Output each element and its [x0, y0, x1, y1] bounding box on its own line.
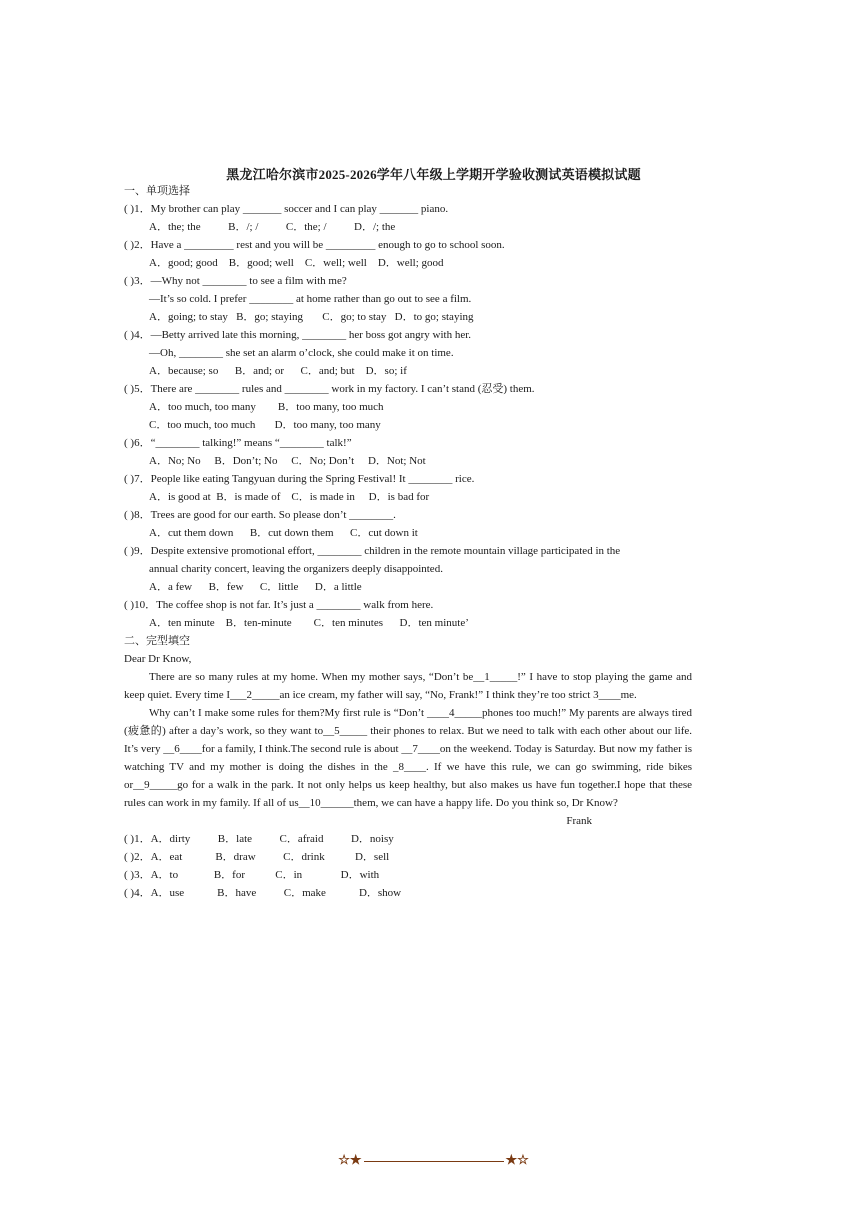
exam-content [124, 182, 692, 902]
question-8 [124, 506, 692, 542]
question-stem: ( )1．My brother can play _______ soccer and I can play _______ piano. [124, 203, 449, 215]
letter-paragraph: There are so many rules at my home. When my mother says, “Don’t be__1_____!” I have to stop playing the game and keep quiet. Every time I___2_____an ice cream, my father will say, “No, Frank!” I think they’re too strict 3____me. [124, 671, 692, 701]
question-options: A．ten minute B．ten-minute C．ten minutes D．ten minute’ [149, 617, 469, 629]
question-stem: ( )10．The coffee shop is not far. It’s just a ________ walk from here. [124, 599, 434, 611]
page-title: 黑龙江哈尔滨市2025-2026学年八年级上学期开学验收测试英语模拟试题 [226, 167, 641, 182]
question-stem: ( )4．—Betty arrived late this morning, ________ her boss got angry with her. [124, 329, 472, 341]
question-4 [124, 326, 692, 380]
question-options: A．because; so B．and; or C．and; but D．so; if [149, 365, 407, 377]
question-options: A．the; the B．/; / C．the; / D．/; the [149, 221, 396, 233]
question-6 [124, 434, 692, 470]
question-options: A．going; to stay B．go; staying C．go; to stay D．to go; staying [149, 311, 474, 323]
question-9 [124, 542, 692, 596]
question-stem: ( )2．Have a _________ rest and you will be _________ enough to go to school soon. [124, 239, 505, 251]
cloze-question-2: ( )2．A．eat B．draw C．drink D．sell [124, 851, 390, 863]
question-10 [124, 596, 692, 632]
footer-divider [364, 1161, 504, 1162]
letter-signature: Frank [566, 815, 592, 827]
question-options: C．too much, too much D．too many, too many [149, 419, 381, 431]
question-7 [124, 470, 692, 506]
question-continuation: —Oh, ________ she set an alarm o’clock, she could make it on time. [149, 347, 454, 359]
question-options: A．too much, too many B．too many, too much [149, 401, 384, 413]
question-options: A．a few B．few C．little D．a little [149, 581, 362, 593]
question-3 [124, 272, 692, 326]
letter-greeting: Dear Dr Know, [124, 653, 192, 665]
cloze-question-3: ( )3．A．to B．for C．in D．with [124, 869, 380, 881]
question-2 [124, 236, 692, 272]
question-1 [124, 200, 692, 236]
page-footer [0, 1152, 867, 1168]
footer-star-icon-right: ★☆ [505, 1152, 529, 1167]
section-2-heading: 二、完型填空 [124, 635, 190, 647]
question-options: A．is good at B．is made of C．is made in D．is bad for [149, 491, 430, 503]
question-continuation: —It’s so cold. I prefer ________ at home rather than go out to see a film. [149, 293, 472, 305]
question-stem: ( )5．There are ________ rules and ________ work in my factory. I can’t stand (忍受) them. [124, 383, 535, 395]
question-stem: ( )6．“________ talking!” means “________ talk!” [124, 437, 352, 449]
question-stem: ( )8．Trees are good for our earth. So please don’t ________. [124, 509, 396, 521]
question-continuation: annual charity concert, leaving the organizers deeply disappointed. [149, 563, 443, 575]
cloze-question-1: ( )1．A．dirty B．late C．afraid D．noisy [124, 833, 394, 845]
question-options: A．No; No B．Don’t; No C．No; Don’t D．Not; Not [149, 455, 426, 467]
question-options: A．good; good B．good; well C．well; well D．well; good [149, 257, 444, 269]
question-stem: ( )9．Despite extensive promotional effort, ________ children in the remote mountain village participated in the [124, 545, 621, 557]
section-1-heading: 一、单项选择 [124, 185, 190, 197]
question-stem: ( )3．—Why not ________ to see a film with me? [124, 275, 347, 287]
letter-paragraph: Why can’t I make some rules for them?My first rule is “Don’t ____4_____phones too much!” My parents are always tired (疲惫的) after a day’s work, so they want to__5_____ their phones to relax. But we need to talk with each other about our life. It’s very __6____for a family, I think.The second rule is about __7____on the weekend. Today is Saturday. But now my father is watching TV and my mother is doing the dishes in the _8____. If we have this rule, we can go swimming, ride bikes or__9_____go for a walk in the park. It not only helps us keep healthy, but also makes us have fun together.I hope that these rules can work in my family. If all of us__10______them, we can have a happy life. Do you think so, Dr Know? [124, 707, 692, 809]
cloze-question-4: ( )4．A．use B．have C．make D．show [124, 887, 402, 899]
question-5 [124, 380, 692, 434]
question-options: A．cut them down B．cut down them C．cut down it [149, 527, 418, 539]
footer-star-icon-left: ☆★ [338, 1152, 362, 1167]
question-stem: ( )7．People like eating Tangyuan during the Spring Festival! It ________ rice. [124, 473, 475, 485]
